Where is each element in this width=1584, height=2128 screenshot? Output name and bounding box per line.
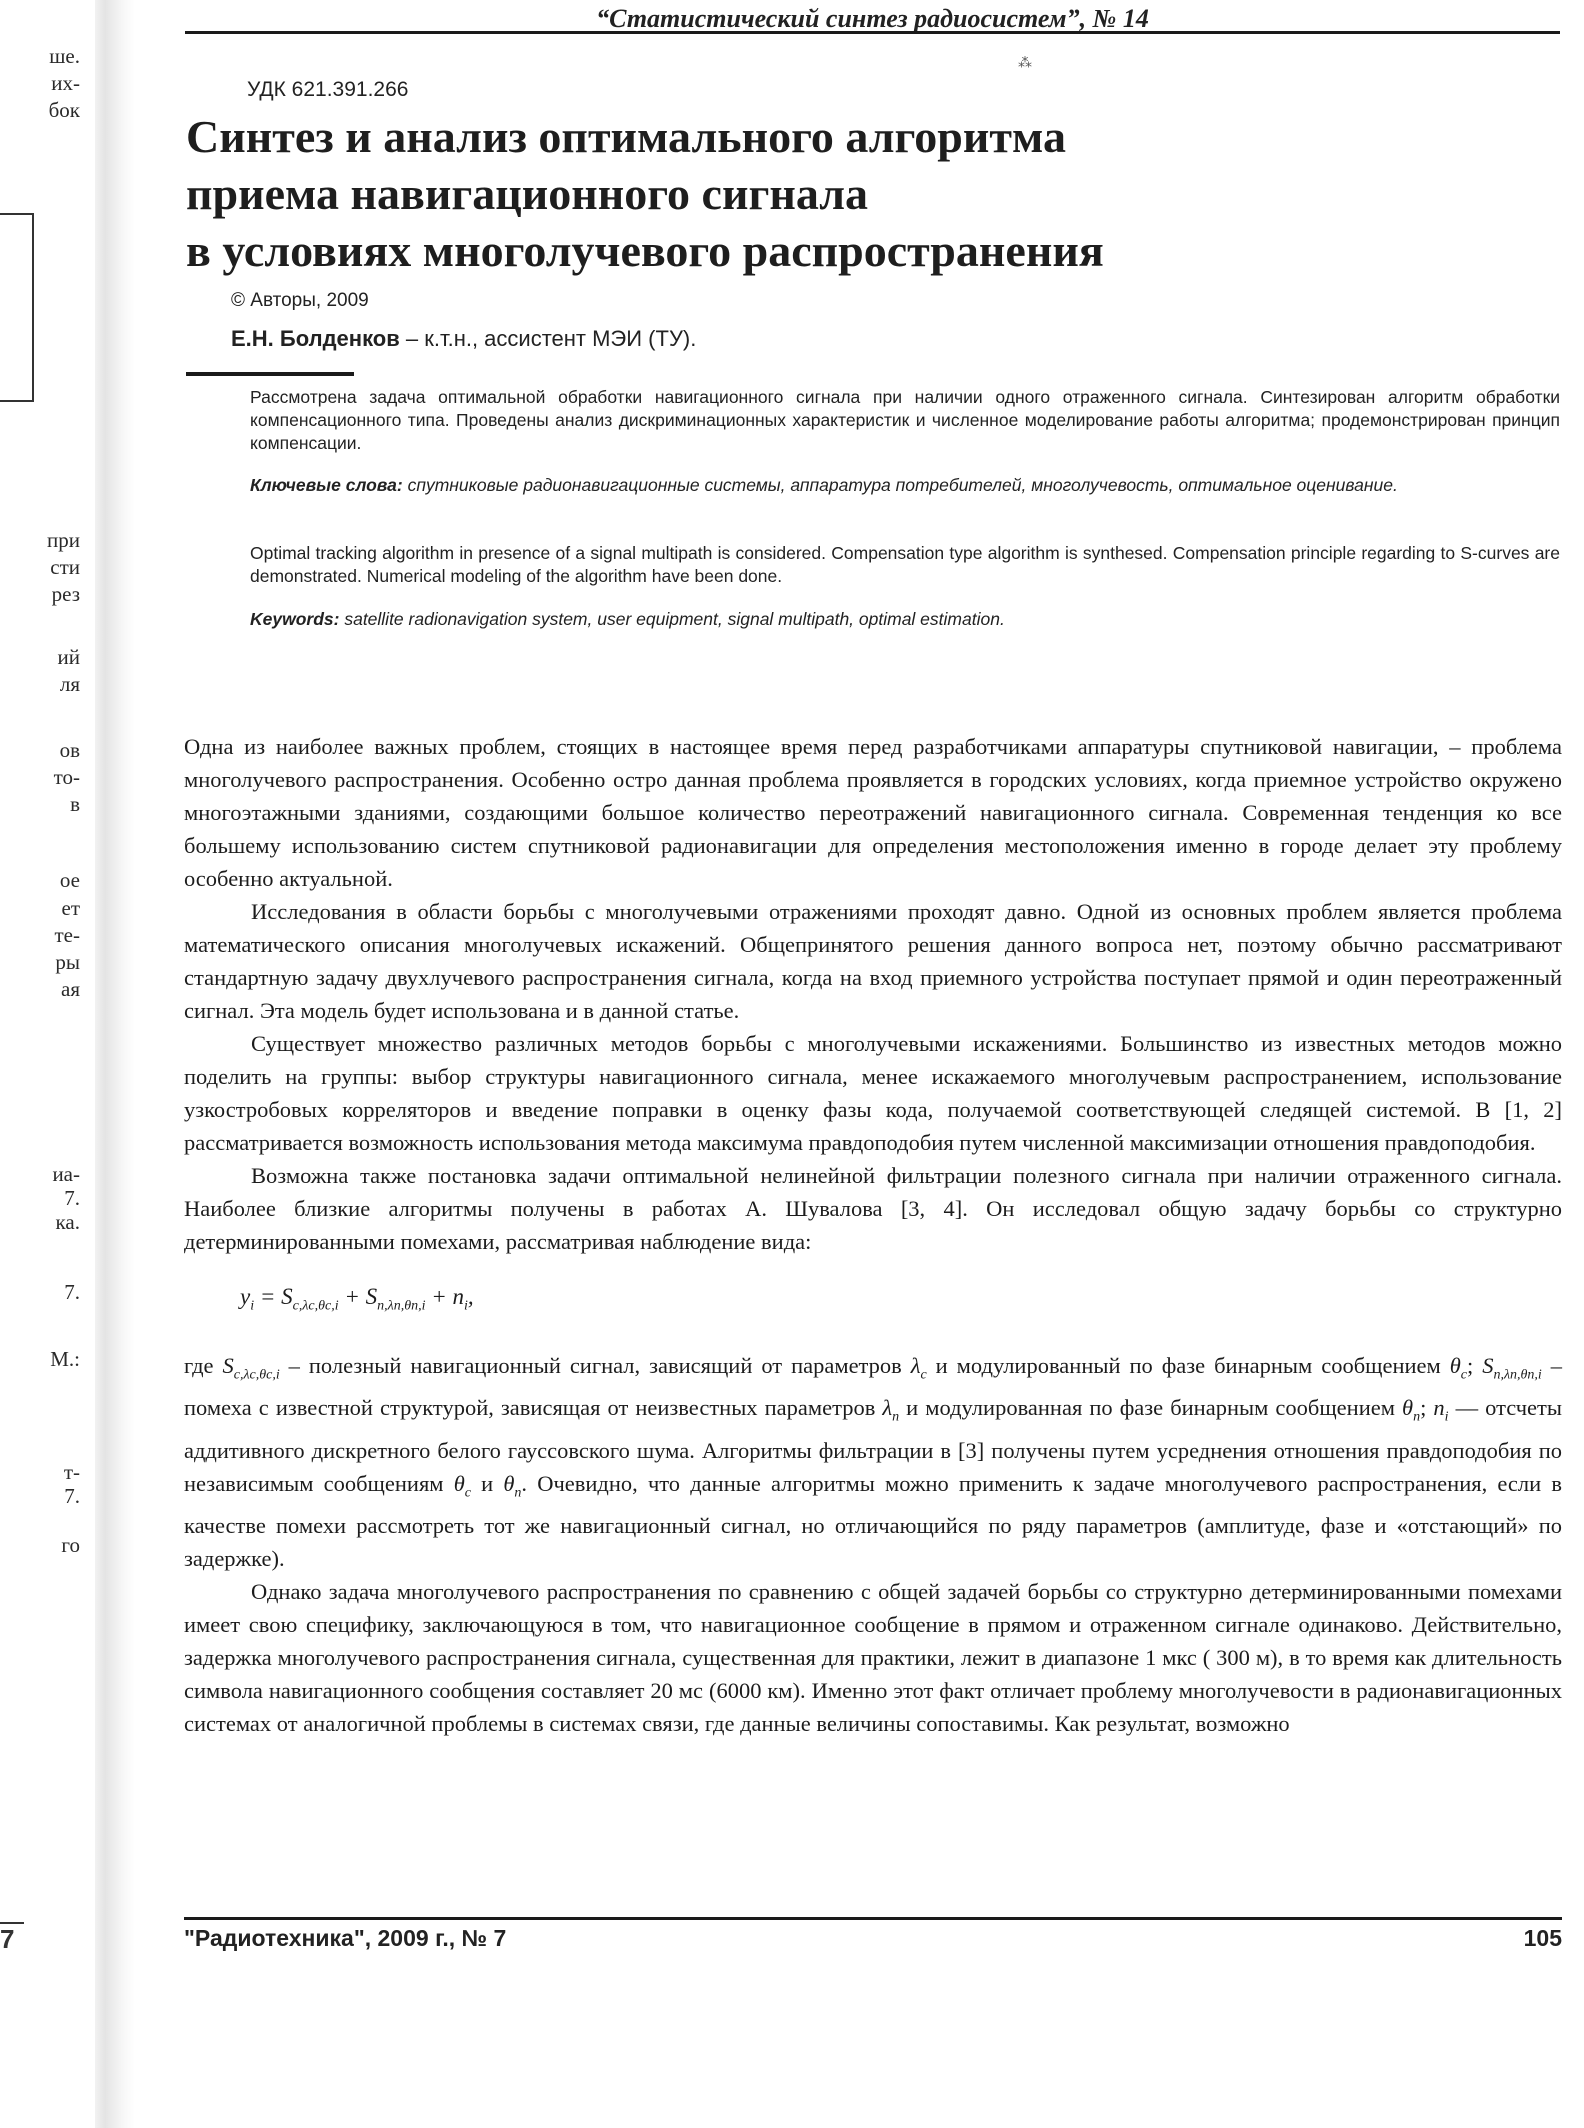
paragraph: Существует множество различных методов борьбы с многолучевыми искажениями. Большинство из известных методов можно поделить на группы: выбор структуры навигационного сигнала, менее искажаемого многолучевым распространением, использование узкостробовых корреляторов и введение поправки в оценку фазы кода, получаемой соответствующей следящей системой. В [1, 2] рассматривается возможность использования метода максимума правдоподобия путем численной максимизации отношения правдоподобия. bbox=[184, 1031, 1562, 1155]
abstract-en: Optimal tracking algorithm in presence of a signal multipath is considered. Compensation type algorithm is synthesed. Compensation principle regarding to S-curves are demonstrated. Numerical modeling of the algorithm have been done. bbox=[250, 543, 1560, 586]
author-rule bbox=[186, 372, 354, 376]
author-line bbox=[231, 326, 696, 352]
prev-fragment: ий bbox=[57, 645, 80, 669]
prev-page-number: 7 bbox=[0, 1924, 15, 1954]
prev-fragment: ов bbox=[59, 738, 80, 762]
footer-journal: "Радиотехника", 2009 г., № 7 bbox=[184, 1925, 507, 1951]
page-number: 105 bbox=[1523, 1925, 1562, 1951]
prev-fragment: ры bbox=[55, 950, 80, 974]
inline-math: $\lambda_с$ bbox=[910, 1352, 927, 1383]
keywords-ru-text: спутниковые радионавигационные системы, аппаратура потребителей, многолучевость, оптимальное оценивание. bbox=[402, 475, 1398, 495]
previous-page-fragment bbox=[0, 0, 90, 2128]
prev-fragment: при bbox=[47, 528, 80, 552]
keywords-ru bbox=[250, 474, 1560, 497]
prev-fragment: ше. bbox=[49, 44, 80, 68]
paragraph: Одна из наиболее важных проблем, стоящих в настоящее время перед разработчиками аппаратуры спутниковой навигации, – проблема многолучевого распространения. Особенно остро данная проблема проявляется в городских условиях, когда приемное устройство окружено многоэтажными зданиями, создающими большое количество переотражений навигационного сигнала. Современная тенденция ко все большему использованию систем спутниковой радионавигации для определения местоположения именно в городе делает эту проблему особенно актуальной. bbox=[184, 734, 1562, 891]
author-name: Е.Н. Болденков bbox=[231, 326, 400, 351]
observation-formula: $y_i = S_{с,\lambda с,\theta с,i} + S_{п,\lambda п,\theta п,i} + n_i$, bbox=[240, 1284, 474, 1314]
prev-fragment: то- bbox=[53, 765, 80, 789]
binding-shadow bbox=[95, 0, 135, 2128]
paragraph: Однако задача многолучевого распространения по сравнению с общей задачей борьбы со структурно детерминированными помехами имеет свою специфику, заключающуюся в том, что навигационное сообщение в прямом и отраженном сигнале одинаково. Действительно, задержка многолучевого распространения сигнала, существенная для практики, лежит в диапазоне 1 мкс ( 300 м), в то время как длительность символа навигационного сообщения составляет 20 мс (6000 км). Именно этот факт отличает проблему многолучевости в радионавигационных системах от аналогичной проблемы в системах связи, где данные величины сопоставимы. Как результат, возможно bbox=[184, 1579, 1562, 1737]
inline-math: $\lambda_п$ bbox=[882, 1395, 900, 1425]
running-header: “Статистический синтез радиосистем”, № 14 bbox=[596, 4, 1149, 33]
scan-artifact: ⁂ bbox=[1018, 56, 1032, 71]
prev-fragment: рез bbox=[51, 582, 80, 606]
prev-fragment: ое bbox=[59, 868, 80, 892]
prev-fragment: т- bbox=[63, 1460, 80, 1484]
prev-fragment: ет bbox=[61, 896, 80, 920]
inline-math: $S_{с,\lambda с,\theta с,i}$ bbox=[222, 1352, 280, 1383]
prev-figure-frame bbox=[0, 213, 34, 402]
udk-code: УДК 621.391.266 bbox=[247, 78, 409, 101]
paragraph: где $S_{с,\lambda с,\theta с,i}$ – полезный навигационный сигнал, зависящий от параметров $\lambda_с$ и модулированный по фазе бинарным сообщением $\theta_с$; $S_{п,\lambda п,\theta п,i}$ – помеха с известной структурой, зависящая от неизвестных параметров $\lambda_п$ и модулированная по фазе бинарным сообщением $\theta_п$; $n_i$ — отсчеты аддитивного дискретного белого гауссовского шума. Алгоритмы фильтрации в [3] получены путем усреднения отношения правдоподобия по независимым сообщениям $\theta_с$ и $\theta_п$. Очевидно, что данные алгоритмы можно применить к задаче многолучевого распространения, если в качестве помехи рассмотреть тот же навигационный сигнал, но отличающийся по ряду параметров (амплитуде, фазе и «отстающий» по задержке). bbox=[184, 1352, 1562, 1572]
prev-fragment: ля bbox=[59, 672, 80, 696]
title-line: в условиях многолучевого распространения bbox=[186, 225, 1104, 276]
prev-fragment: их- bbox=[51, 71, 80, 95]
prev-fragment: ка. bbox=[55, 1210, 80, 1234]
keywords-en-text: satellite radionavigation system, user equipment, signal multipath, optimal estimation. bbox=[339, 609, 1005, 629]
inline-math: $\theta_п$ bbox=[503, 1470, 522, 1501]
inline-math: $\theta_с$ bbox=[1449, 1352, 1467, 1383]
keywords-ru-label: Ключевые слова: bbox=[250, 475, 403, 495]
prev-fragment: иа- bbox=[52, 1162, 80, 1186]
keywords-en bbox=[250, 608, 1560, 631]
paragraph: Возможна также постановка задачи оптимальной нелинейной фильтрации полезного сигнала при наличии отраженного сигнала. Наиболее близкие алгоритмы получены в работах А. Шувалова [3, 4]. Он исследовал общую задачу борьбы со структурно детерминированными помехами, рассматривая наблюдение вида: bbox=[184, 1163, 1562, 1254]
prev-fragment: 7. bbox=[64, 1186, 80, 1210]
keywords-en-label: Keywords: bbox=[250, 609, 340, 629]
prev-fragment: М.: bbox=[50, 1347, 80, 1371]
prev-fragment: 7. bbox=[64, 1280, 80, 1304]
inline-math: $S_{п,\lambda п,\theta п,i}$ bbox=[1482, 1352, 1542, 1383]
prev-fragment: ая bbox=[61, 977, 80, 1001]
prev-fragment: бок bbox=[48, 98, 80, 122]
footer-rule bbox=[184, 1917, 1562, 1920]
prev-fragment: сти bbox=[50, 555, 80, 579]
abstract-ru: Рассмотрена задача оптимальной обработки навигационного сигнала при наличии одного отраженного сигнала. Синтезирован алгоритм обработки компенсационного типа. Проведены анализ дискриминационных характеристик и численное моделирование работы алгоритма; продемонстрирован принцип компенсации. bbox=[250, 387, 1560, 453]
title-line: Синтез и анализ оптимального алгоритма bbox=[186, 111, 1066, 162]
article-body bbox=[184, 730, 1562, 1740]
copyright: © Авторы, 2009 bbox=[231, 290, 369, 311]
inline-math: $n_i$ bbox=[1433, 1395, 1449, 1425]
inline-math: $\theta_п$ bbox=[1402, 1395, 1421, 1425]
inline-math: $\theta_с$ bbox=[453, 1470, 471, 1501]
prev-fragment: 7. bbox=[64, 1484, 80, 1508]
article-title bbox=[186, 108, 1386, 279]
header-rule bbox=[185, 31, 1560, 34]
prev-fragment: го bbox=[61, 1533, 80, 1557]
title-line: приема навигационного сигнала bbox=[186, 168, 869, 219]
prev-fragment: те- bbox=[54, 923, 80, 947]
author-affiliation: – к.т.н., ассистент МЭИ (ТУ). bbox=[399, 326, 697, 351]
paragraph: Исследования в области борьбы с многолучевыми отражениями проходят давно. Одной из основных проблем является проблема математического описания многолучевых искажений. Общепринятого решения данного вопроса нет, поэтому обычно рассматривают стандартную задачу двухлучевого распространения сигнала, когда на вход приемного устройства поступает прямой и один переотраженный сигнал. Эта модель будет использована и в данной статье. bbox=[184, 899, 1562, 1023]
prev-fragment: в bbox=[70, 792, 80, 816]
